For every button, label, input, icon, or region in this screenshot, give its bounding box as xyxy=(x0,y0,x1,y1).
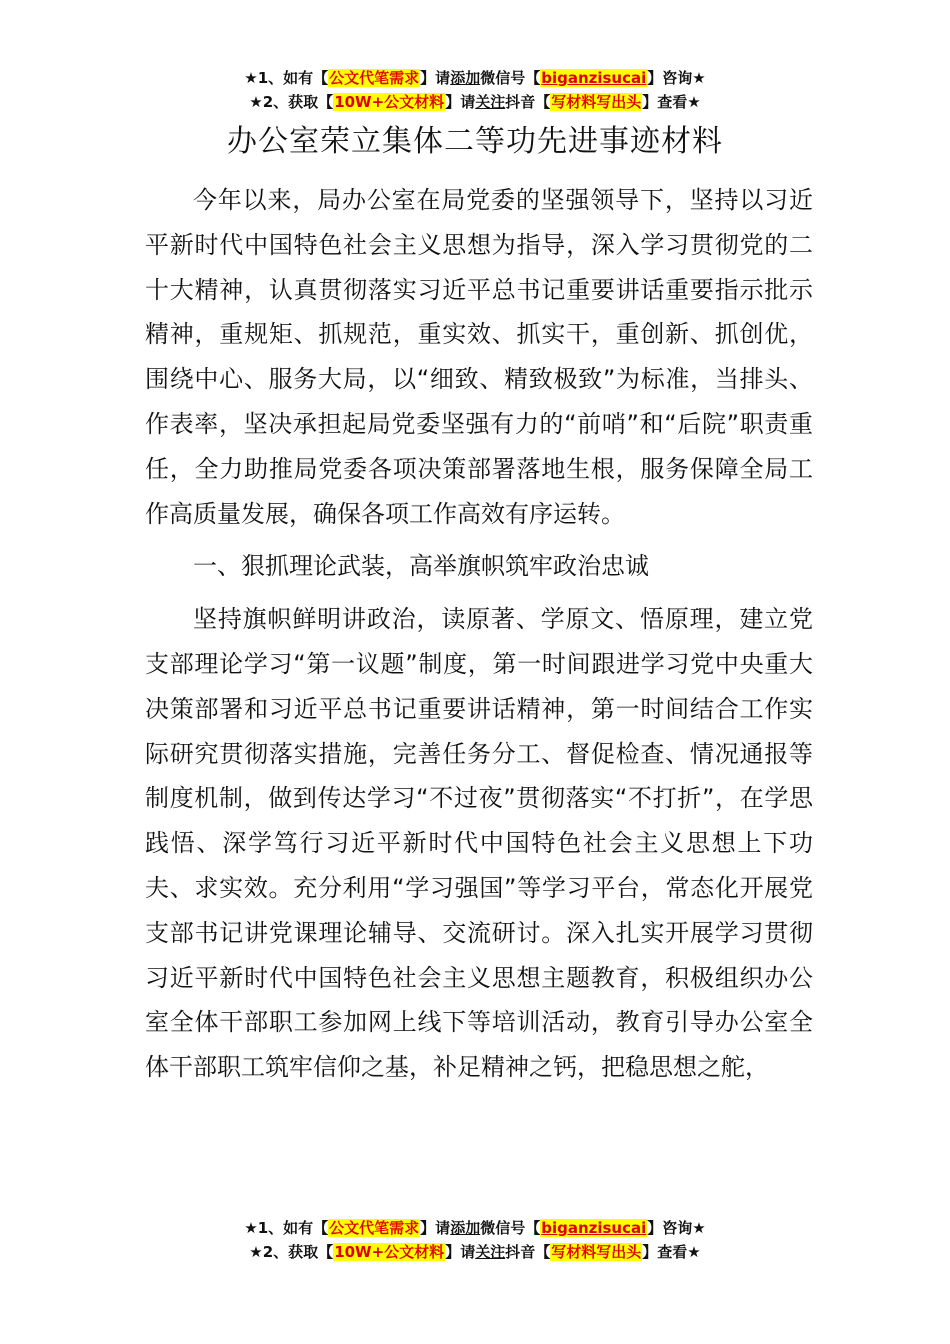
banner-text: 】咨询★ xyxy=(647,1219,706,1237)
banner-text: ★1、如有【 xyxy=(244,69,329,87)
banner-text: 】查看★ xyxy=(642,93,701,111)
document-title: 办公室荣立集体二等功先进事迹材料 xyxy=(227,124,723,159)
header-banner xyxy=(0,66,950,114)
document-body xyxy=(145,178,813,1090)
wechat-id-link[interactable]: biganzisucai xyxy=(541,69,647,87)
highlight-materials: 10W+公文材料 xyxy=(334,93,445,111)
banner-text: 】查看★ xyxy=(642,1243,701,1261)
highlight-douyin-account: 写材料写出头 xyxy=(551,93,642,111)
banner-text: ★2、获取【 xyxy=(249,1243,334,1261)
highlight-materials: 10W+公文材料 xyxy=(334,1243,445,1261)
highlight-ghostwriting: 公文代笔需求 xyxy=(329,1219,420,1237)
banner-text: 抖音【 xyxy=(505,93,551,111)
banner-text: ★1、如有【 xyxy=(244,1219,329,1237)
banner-text-underlined: 添加 xyxy=(450,69,481,87)
banner-text: 】咨询★ xyxy=(647,69,706,87)
banner-text-underlined: 添加 xyxy=(450,1219,481,1237)
banner-text: 微信号【 xyxy=(480,1219,541,1237)
banner-text: 抖音【 xyxy=(505,1243,551,1261)
banner-text-underlined: 关注 xyxy=(475,1243,506,1261)
banner-line-1 xyxy=(0,66,950,90)
wechat-id-link[interactable]: biganzisucai xyxy=(541,1219,647,1237)
banner-text: 】请 xyxy=(445,1243,476,1261)
highlight-douyin-account: 写材料写出头 xyxy=(551,1243,642,1261)
footer-banner xyxy=(0,1216,950,1264)
banner-line-2 xyxy=(0,1240,950,1264)
highlight-ghostwriting: 公文代笔需求 xyxy=(329,69,420,87)
banner-text-underlined: 关注 xyxy=(475,93,506,111)
banner-text: 微信号【 xyxy=(480,69,541,87)
banner-text: ★2、获取【 xyxy=(249,93,334,111)
banner-line-2 xyxy=(0,90,950,114)
banner-text: 】请 xyxy=(445,93,476,111)
paragraph-section-1: 坚持旗帜鲜明讲政治，读原著、学原文、悟原理，建立党支部理论学习“第一议题”制度，第一时间跟进学习党中央重大决策部署和习近平总书记重要讲话精神，第一时间结合工作实际研究贯彻落实措施，完善任务分工、督促检查、情况通报等制度机制，做到传达学习“不过夜”贯彻落实“不打折”，在学思践悟、深学笃行习近平新时代中国特色社会主义思想上下功夫、求实效。充分利用“学习强国”等学习平台，常态化开展党支部书记讲党课理论辅导、交流研讨。深入扎实开展学习贯彻习近平新时代中国特色社会主义思想主题教育，积极组织办公室全体干部职工参加网上线下等培训活动，教育引导办公室全体干部职工筑牢信仰之基，补足精神之钙，把稳思想之舵， xyxy=(145,605,813,1082)
banner-text: 】请 xyxy=(420,1219,451,1237)
banner-text: 】请 xyxy=(420,69,451,87)
section-heading-1: 一、狠抓理论武装，高举旗帜筑牢政治忠诚 xyxy=(193,552,649,581)
banner-line-1 xyxy=(0,1216,950,1240)
paragraph-intro: 今年以来，局办公室在局党委的坚强领导下，坚持以习近平新时代中国特色社会主义思想为指导，深入学习贯彻党的二十大精神，认真贯彻落实习近平总书记重要讲话重要指示批示精神，重规矩、抓规范，重实效、抓实干，重创新、抓创优，围绕中心、服务大局，以“细致、精致极致”为标准，当排头、作表率，坚决承担起局党委坚强有力的“前哨”和“后院”职责重任，全力助推局党委各项决策部署落地生根，服务保障全局工作高质量发展，确保各项工作高效有序运转。 xyxy=(145,186,813,528)
